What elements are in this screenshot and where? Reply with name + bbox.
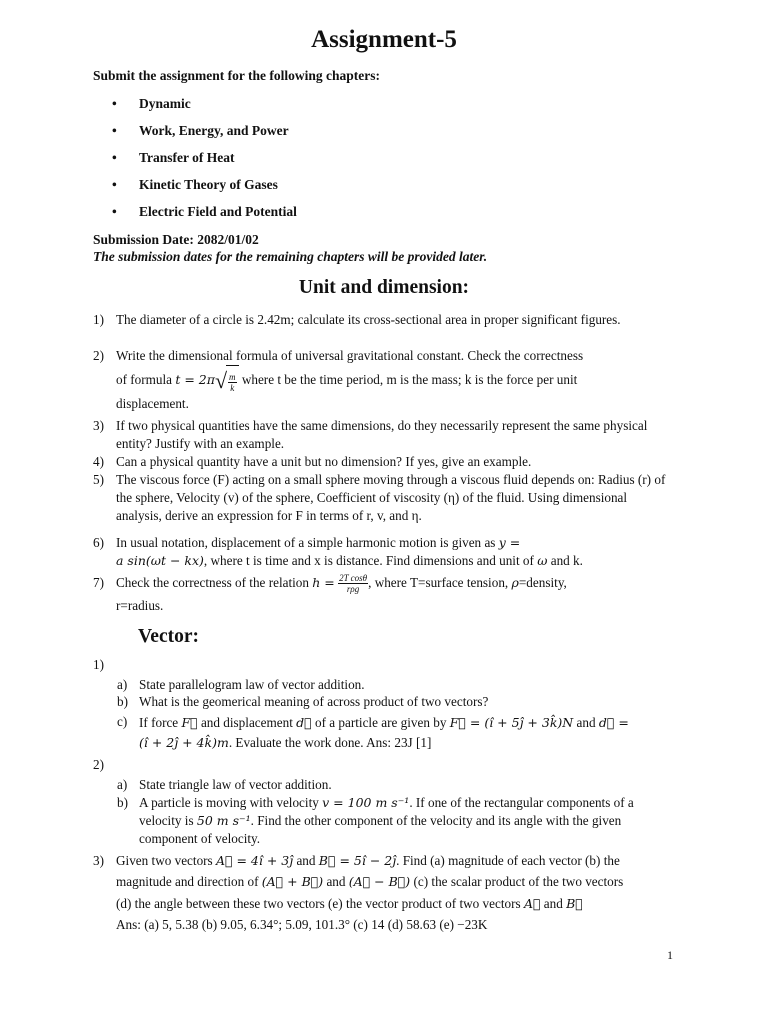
list-item: • Kinetic Theory of Gases: [112, 176, 297, 203]
question-number: 2): [93, 348, 104, 363]
subquestion-letter: a): [117, 777, 128, 792]
question-number: 1): [93, 657, 104, 672]
symbol-b: B⃗: [566, 896, 583, 911]
answer-text: Ans: (a) 5, 5.38 (b) 9.05, 6.34°; 5.09, 101.3° (c) 14 (d) 58.63 (e) −23K: [116, 917, 488, 932]
question-text: and: [293, 853, 319, 868]
question-text: . Evaluate the work done. Ans: 23J [1]: [228, 735, 432, 750]
question-number: 3): [93, 418, 104, 433]
question-2: [93, 347, 673, 415]
question-text: A particle is moving with velocity: [139, 795, 323, 810]
question-text: and k.: [547, 553, 583, 568]
question-text: and: [573, 715, 599, 730]
vector-question-3: [93, 851, 673, 931]
symbol-omega: ω: [537, 553, 548, 568]
equation: A⃗ = 4î + 3ĵ: [215, 853, 294, 868]
chapter-list: [112, 95, 297, 230]
fraction-numerator: 2T cosθ: [339, 573, 368, 584]
submission-date: Submission Date: 2082/01/02: [93, 232, 259, 247]
question-text: and: [540, 896, 567, 911]
equation: (A⃗ − B⃗): [348, 874, 411, 889]
fraction-numerator: m: [229, 371, 236, 382]
symbol-force: F⃗: [181, 715, 198, 730]
question-text: , where t is time and x is distance. Find dimensions and unit of: [203, 553, 538, 568]
subquestion-letter: a): [117, 677, 128, 692]
fraction-denominator: k: [230, 382, 235, 393]
vector-question-2b: [117, 794, 673, 848]
question-text: If force: [139, 715, 182, 730]
formula-lhs: t = 2π: [175, 372, 215, 387]
page-title: Assignment-5: [311, 26, 457, 53]
question-text: r=radius.: [116, 598, 164, 613]
question-text: (d) the angle between these two vectors (e) the vector product of two vectors: [116, 896, 524, 911]
question-text: . If one of the rectangular components of a velocity is: [139, 795, 634, 828]
question-text: =density,: [518, 575, 567, 590]
equation: (î + 2ĵ + 4k̂)m: [139, 735, 229, 750]
question-text: The viscous force (F) acting on a small sphere moving through a viscous fluid depends on: Radius (r) of the sphere, Velocity (v) of the sphere, Coefficient of viscosity (η) of the fluid. Using dimensional analysis, derive an expression for F in terms of r, v, and η.: [116, 472, 666, 523]
vector-question-2a: [117, 776, 673, 794]
subquestion-letter: c): [117, 714, 128, 729]
question-text: In usual notation, displacement of a simple harmonic motion is given as: [116, 535, 499, 550]
question-text: The diameter of a circle is 2.42m; calculate its cross-sectional area in proper significant figures.: [116, 312, 621, 327]
question-text: of a particle are given by: [311, 715, 450, 730]
equation: F⃗ = (î + 5ĵ + 3k̂)N: [449, 715, 574, 730]
question-text: of formula: [116, 372, 176, 387]
submission-note: The submission dates for the remaining chapters will be provided later.: [93, 249, 488, 264]
equation: a sin(ωt − kx): [116, 553, 204, 568]
question-7: [93, 571, 673, 615]
question-text: and displacement: [197, 715, 297, 730]
symbol-a: A⃗: [523, 896, 541, 911]
question-text: Check the correctness of the relation: [116, 575, 313, 590]
question-text: Can a physical quantity have a unit but no dimension? If yes, give an example.: [116, 454, 532, 469]
equation: 50 m s⁻¹: [196, 813, 251, 828]
question-text: . Find (a) magnitude of each vector (b) the: [396, 853, 620, 868]
question-number: 4): [93, 454, 104, 469]
equation: (A⃗ + B⃗): [261, 874, 324, 889]
vector-question-2: [93, 756, 673, 774]
symbol-displacement: d⃗: [296, 715, 312, 730]
question-text: displacement.: [116, 396, 189, 411]
symbol-rho: ρ: [511, 575, 519, 590]
question-text: (c) the scalar product of the two vectors: [410, 874, 624, 889]
equation: B⃗ = 5î − 2ĵ: [318, 853, 397, 868]
question-4: [93, 453, 673, 471]
question-number: 1): [93, 312, 104, 327]
fraction-denominator: rρg: [346, 584, 360, 595]
subquestion-letter: b): [117, 795, 128, 810]
question-text: , where T=surface tension,: [368, 575, 512, 590]
question-text: State parallelogram law of vector addition.: [139, 677, 365, 692]
question-number: 3): [93, 853, 104, 868]
question-1: [93, 311, 673, 347]
question-text: where t be the time period, m is the mass; k is the force per unit: [238, 372, 578, 387]
question-5: [93, 471, 673, 525]
equation: v = 100 m s⁻¹: [322, 795, 410, 810]
question-number: 6): [93, 535, 104, 550]
question-number: 5): [93, 472, 104, 487]
page-number: 1: [667, 948, 673, 962]
question-number: 2): [93, 757, 104, 772]
list-item: • Work, Energy, and Power: [112, 122, 297, 149]
question-text: and: [323, 874, 349, 889]
vector-question-1c: [117, 713, 673, 753]
vector-question-1b: [117, 693, 673, 711]
vector-question-1: [93, 656, 673, 674]
question-text: magnitude and direction of: [116, 874, 262, 889]
equation: d⃗ =: [598, 715, 629, 730]
question-text: If two physical quantities have the same dimensions, do they necessarily represent the same physical entity? Justify with an example.: [116, 418, 648, 451]
question-text: . Find the other component of the velocity and its angle with the given component of velocity.: [139, 813, 622, 846]
subquestion-letter: b): [117, 694, 128, 709]
question-text: State triangle law of vector addition.: [139, 777, 332, 792]
intro-text: Submit the assignment for the following chapters:: [93, 68, 381, 83]
equation: y =: [498, 535, 521, 550]
question-text: What is the geomerical meaning of across product of two vectors?: [139, 694, 489, 709]
question-text: Write the dimensional formula of universal gravitational constant. Check the correctness: [116, 348, 584, 363]
question-text: Given two vectors: [116, 853, 216, 868]
formula-line: [116, 365, 673, 395]
question-6: [93, 534, 673, 570]
section-heading-vector: Vector:: [138, 626, 199, 647]
list-item: • Dynamic: [112, 95, 297, 122]
formula-lhs: h =: [312, 575, 335, 590]
question-number: 7): [93, 575, 104, 590]
question-3: [93, 417, 673, 453]
list-item: • Electric Field and Potential: [112, 203, 297, 230]
sqrt-icon: √: [214, 367, 228, 393]
vector-question-1a: [117, 676, 673, 694]
list-item: • Transfer of Heat: [112, 149, 297, 176]
section-heading-unit: Unit and dimension:: [298, 277, 470, 298]
